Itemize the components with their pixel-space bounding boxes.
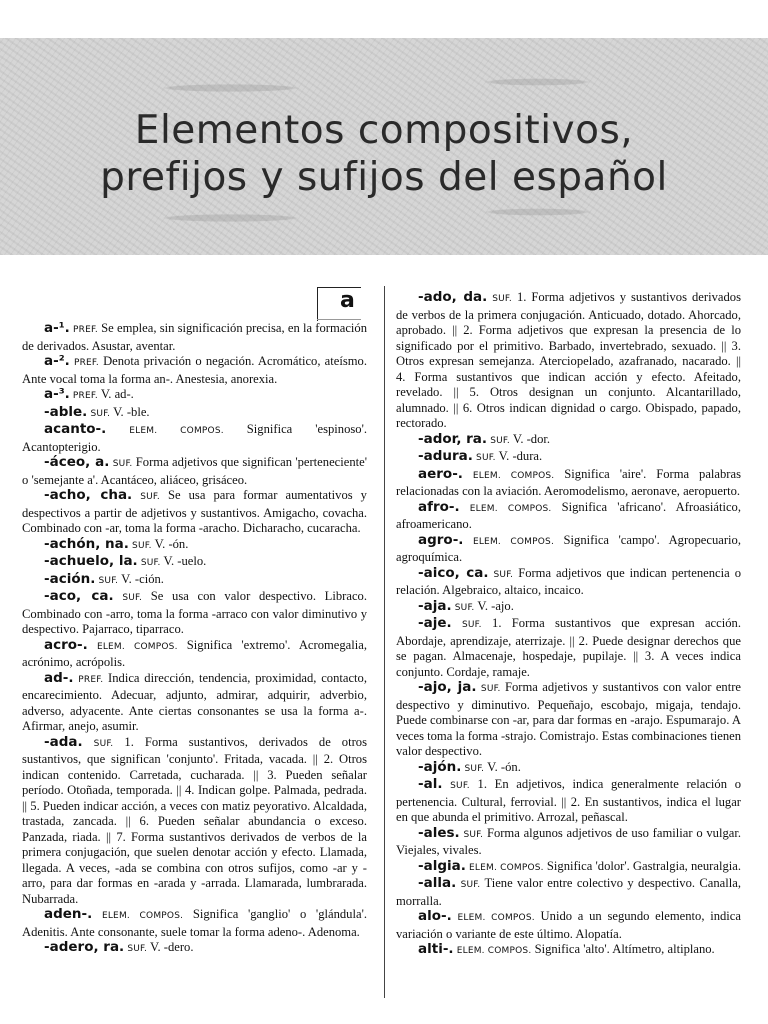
entry-headword: -achuelo, la. — [44, 553, 138, 569]
entry-definition: V. ad-. — [100, 387, 134, 401]
dictionary-entry — [22, 354, 367, 387]
entry-abbreviation: SUF. — [98, 575, 119, 586]
entry-headword: -achón, na. — [44, 535, 129, 552]
entry-abbreviation: SUF. — [450, 781, 470, 791]
entry-headword: acanto-. — [44, 421, 107, 437]
entry-definition: Significa 'ganglio' o 'glándula'. Adenitis. Ante consonante, suele tomar la forma adeno-. Adenoma. — [22, 907, 367, 939]
entry-headword: a-². — [44, 353, 70, 369]
entry-headword: -áceo, a. — [44, 454, 110, 470]
entry-headword: -acho, cha. — [44, 487, 133, 503]
dictionary-entry — [396, 942, 741, 960]
entry-definition: Significa 'dolor'. Gastralgia, neuralgia. — [546, 858, 741, 873]
entry-definition: Se usa con valor despectivo. Libraco. Combinado con -arro, toma la forma -arraco con valor diminutivo y despectivo. Pajarraco, tiparraco. — [22, 589, 367, 636]
entry-definition: V. -ajo. — [477, 598, 514, 613]
entry-headword: -ada. — [44, 733, 83, 750]
left-column — [22, 321, 367, 958]
dictionary-entry — [22, 907, 367, 940]
entry-headword: -alla. — [418, 875, 457, 891]
entry-abbreviation: SUF. — [490, 435, 510, 446]
section-letter: a — [340, 288, 355, 313]
entry-abbreviation: ELEM. COMPOS. — [472, 470, 555, 481]
entry-definition: V. -ón. — [154, 536, 189, 551]
entry-definition: V. -dura. — [498, 449, 543, 463]
entry-abbreviation: SUF. — [464, 763, 485, 774]
entry-abbreviation: SUF. — [127, 944, 148, 954]
entry-abbreviation: ELEM. COMPOS. — [96, 641, 178, 652]
section-letter-box — [317, 287, 361, 321]
entry-definition: Significa 'extremo'. Acromegalia, acrónimo, acrópolis. — [22, 637, 367, 669]
entry-headword: -adero, ra. — [44, 939, 125, 955]
entry-definition: Significa 'africano'. Afroasiático, afroamericano. — [396, 499, 741, 531]
dictionary-entry — [22, 455, 367, 488]
dictionary-entry — [396, 826, 741, 859]
entry-definition: Significa 'espinoso'. Acantopterigio. — [22, 422, 368, 454]
entry-abbreviation: SUF. — [454, 602, 475, 613]
entry-definition: V. -ón. — [487, 759, 521, 774]
entry-headword: -ajo, ja. — [418, 679, 477, 695]
entry-headword: ad-. — [44, 669, 74, 686]
dictionary-entry — [22, 638, 367, 671]
entry-definition: Significa 'campo'. Agropecuario, agroquímica. — [396, 532, 741, 564]
entry-headword: -ado, da. — [418, 289, 488, 305]
dictionary-entry — [22, 554, 367, 572]
entry-headword: -aico, ca. — [418, 564, 489, 581]
dictionary-entry — [396, 876, 741, 909]
dictionary-entry — [22, 321, 367, 354]
entry-definition: 1. Forma sustantivos que expresan acción. Abordaje, aprendizaje, aterrizaje. || 2. Puede designar derechos que se pagan. Almacenaje, hospedaje, pupilaje. || 3. A veces indica conjunto. Cordaje, ramaje. — [396, 616, 741, 679]
entry-definition: Forma adjetivos y sustantivos con valor entre despectivo y diminutivo. Pequeñajo, escobajo, migaja, tendajo. Puede combinarse con -ar, para dar formas en -arajo. Espumarajo. A veces toma la forma -strajo. Comistrajo. Estas combinaciones tienen valor despectivo. — [396, 680, 742, 758]
entry-abbreviation: SUF. — [90, 408, 111, 419]
entry-definition: 1. En adjetivos, indica generalmente relación o pertenencia. Cultural, ferrovial. || 2. En sustantivos, indica el lugar en que abunda el primitivo. Arrozal, peñascal. — [396, 777, 741, 824]
right-column — [396, 290, 741, 960]
entry-headword: -aja. — [418, 597, 452, 614]
entry-abbreviation: SUF. — [112, 459, 133, 469]
entry-abbreviation: SUF. — [461, 620, 482, 630]
entry-headword: -algia. — [418, 857, 466, 874]
entry-headword: -ajón. — [418, 758, 462, 775]
entry-headword: -ador, ra. — [418, 430, 488, 447]
dictionary-entry — [396, 432, 741, 450]
entry-headword: alti-. — [418, 941, 454, 957]
entry-headword: a-¹. — [44, 320, 70, 336]
dictionary-entry — [22, 589, 367, 638]
entry-abbreviation: SUF. — [122, 593, 143, 603]
entry-definition: Unido a un segundo elemento, indica variación o variante de este último. Alopatía. — [396, 909, 741, 941]
entry-abbreviation: SUF. — [140, 492, 160, 502]
column-divider — [384, 286, 385, 998]
entry-definition: Significa 'aire'. Forma palabras relacionadas con la aviación. Aeromodelismo, aeronave, aeropuerto. — [396, 466, 741, 498]
entry-headword: -able. — [44, 403, 88, 420]
entry-definition: Indica dirección, tendencia, proximidad, contacto, encarecimiento. Adecuar, adjunto, admirar, adquirir, adverbio, adverso, adyacente. Ante ciertas consonantes se usa la forma a-. Afirmar, anejo, asumir. — [22, 670, 367, 733]
entry-headword: a-³. — [44, 386, 70, 402]
entry-abbreviation: ELEM. COMPOS. — [129, 426, 224, 436]
entry-abbreviation: SUF. — [93, 738, 114, 749]
entry-abbreviation: ELEM. COMPOS. — [469, 862, 544, 873]
entry-definition: V. -dero. — [149, 940, 194, 954]
entry-headword: afro-. — [418, 498, 460, 515]
entry-definition: Tiene valor entre colectivo y despectivo. Canalla, morralla. — [396, 876, 742, 908]
dictionary-entry — [22, 488, 367, 537]
entry-headword: -adura. — [418, 448, 473, 464]
entry-headword: -aje. — [418, 615, 452, 631]
entry-abbreviation: SUF. — [492, 294, 512, 304]
entry-abbreviation: ELEM. COMPOS. — [456, 946, 532, 956]
entry-definition: 1. Forma adjetivos y sustantivos derivados de verbos de la primera conjugación. Anticuado, dotado. Ahorcado, aprobado. || 2. Forma adjetivos que expresan la presencia de lo significado por el primitivo. Barbado, invertebrado, sexuado. || 3. Otros expresan semejanza. Aterciopelado, azafranado, nacarado. || 4. Forma sustantivos que indican acción y efecto. Afeitado, revelado. || 5. Otros designan un conjunto. Alcantarillado, alumnado. || 6. Otros indican dignidad o cargo. Obispado, papado, rectorado. — [396, 290, 741, 430]
entry-headword: -al. — [418, 776, 443, 792]
entry-headword: aden-. — [44, 906, 93, 922]
entry-headword: -aco, ca. — [44, 588, 114, 604]
dictionary-entry — [22, 671, 367, 735]
entry-abbreviation: SUF. — [463, 829, 484, 840]
entry-definition: V. -ble. — [113, 404, 150, 419]
entry-abbreviation: PREF. — [72, 325, 98, 335]
dictionary-entry — [22, 572, 367, 590]
entry-abbreviation: SUF. — [480, 684, 501, 694]
dictionary-entry — [396, 909, 741, 942]
entry-definition: 1. Forma sustantivos, derivados de otros sustantivos, que significan 'conjunto'. Fritada, vacada. || 2. Otros indican contenido. Carretada, cucharada. || 3. Pueden señalar período. Otoñada, temporada. || 4. Indican golpe. Palmada, pedrada. || 5. Pueden indicar acción, a veces con matiz peyorativo. Alcaldada, trastada, zancada. || 6. Pueden señalar abundancia o exceso. Panzada, riada. || 7. Forma sustantivos derivados de verbos de la primera conjugación, que suelen denotar acción y efecto. Llamada, llegada. A veces, -ada se combina con otros sufijos, como -ar y -arro, para dar formas en -arada y -arrada. Llamarada, lumbrarada. Nubarrada. — [22, 734, 367, 906]
entry-definition: Se usa para formar aumentativos y despectivos a partir de adjetivos y sustantivos. Amigacho, covacha. Combinado con -ar, toma la forma -aracho. Dicharacho, cucaracha. — [22, 488, 367, 535]
dictionary-entry — [396, 290, 741, 432]
dictionary-entry — [22, 537, 367, 555]
entry-definition: Se emplea, sin significación precisa, en la formación de derivados. Asustar, aventar. — [22, 321, 368, 353]
entry-abbreviation: SUF. — [140, 558, 161, 568]
entry-definition: Significa 'alto'. Altímetro, altiplano. — [534, 942, 715, 956]
dictionary-entry — [396, 616, 741, 680]
entry-definition: V. -dor. — [512, 431, 551, 446]
dictionary-entry — [22, 405, 367, 423]
dictionary-entry — [396, 680, 741, 760]
dictionary-entry — [396, 859, 741, 877]
entry-headword: aero-. — [418, 465, 463, 482]
entry-definition: Denota privación o negación. Acromático, ateísmo. Ante vocal toma la forma an-. Anestesia, anorexia. — [22, 354, 367, 386]
entry-abbreviation: PREF. — [72, 391, 98, 401]
entry-abbreviation: SUF. — [132, 540, 152, 551]
dictionary-entry — [22, 387, 367, 405]
entry-abbreviation: SUF. — [476, 453, 496, 463]
entry-definition: Forma adjetivos que significan 'perteneciente' o 'semejante a'. Acantáceo, aliáceo, grisáceo. — [22, 455, 367, 487]
dictionary-entry — [22, 940, 367, 958]
dictionary-entry — [396, 599, 741, 617]
dictionary-entry — [22, 735, 367, 908]
entry-headword: agro-. — [418, 531, 464, 548]
dictionary-entry — [396, 533, 741, 566]
page-title-line-1: Elementos compositivos, — [134, 108, 634, 153]
entry-abbreviation: SUF. — [460, 880, 481, 890]
entry-abbreviation: PREF. — [73, 358, 99, 368]
entry-headword: alo-. — [418, 908, 452, 924]
dictionary-entry — [22, 422, 367, 455]
entry-abbreviation: ELEM. COMPOS. — [469, 503, 552, 514]
dictionary-entry — [396, 777, 741, 826]
section-rule — [317, 319, 361, 320]
entry-abbreviation: PREF. — [78, 674, 104, 685]
dictionary-entry — [396, 449, 741, 467]
entry-headword: acro-. — [44, 636, 88, 653]
dictionary-entry — [396, 760, 741, 778]
entry-headword: -ales. — [418, 824, 460, 841]
entry-abbreviation: ELEM. COMPOS. — [101, 911, 184, 921]
entry-abbreviation: ELEM. COMPOS. — [472, 536, 555, 547]
entry-definition: V. -uelo. — [163, 554, 207, 568]
entry-headword: -ación. — [44, 570, 96, 587]
dictionary-entry — [396, 500, 741, 533]
entry-definition: V. -ción. — [121, 571, 164, 586]
entry-abbreviation: SUF. — [493, 569, 514, 580]
page-title-line-2: prefijos y sufijos del español — [100, 155, 668, 200]
dictionary-entry — [396, 467, 741, 500]
entry-definition: Forma algunos adjetivos de uso familiar o vulgar. Viejales, vivales. — [396, 825, 742, 857]
entry-abbreviation: ELEM. COMPOS. — [457, 913, 535, 923]
dictionary-entry — [396, 566, 741, 599]
entry-definition: Forma adjetivos que indican pertenencia o relación. Algebraico, altaico, incaico. — [396, 565, 741, 597]
